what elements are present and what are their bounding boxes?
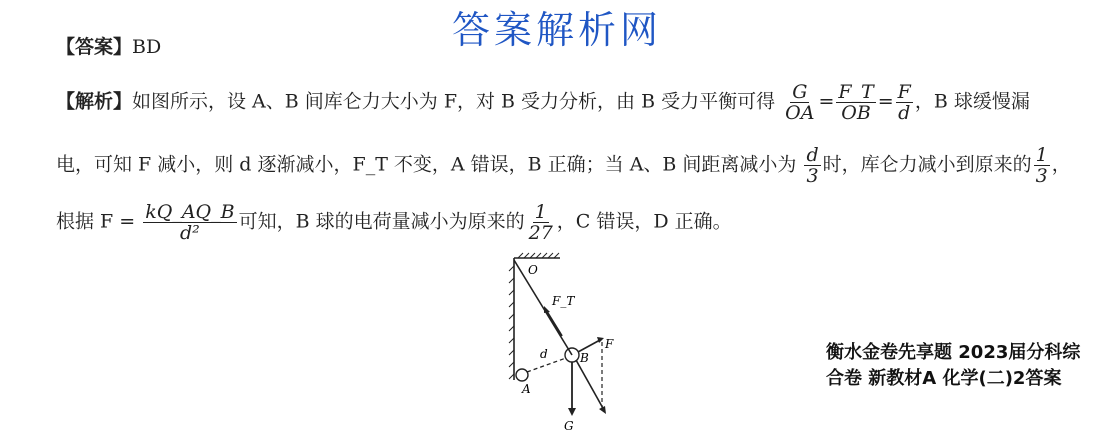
fraction-ft-ob: $\frac{F\_T}{OB}$: [838, 81, 874, 124]
gravity-arrowhead: [568, 408, 576, 416]
fraction-d-3: $\frac{d}{3}$: [806, 144, 819, 187]
tension-arrowhead: [544, 306, 550, 313]
fraction-1-3: $\frac{1}{3}$: [1035, 144, 1048, 187]
label-o: O: [528, 263, 538, 277]
force-diagram: [500, 250, 630, 435]
tension-arrow: [546, 310, 562, 336]
analysis-line1-pre: 如图所示，设 A、B 间库仑力大小为 F，对 B 受力分析，由 B 受力平衡可得: [132, 90, 776, 113]
analysis-line-2: [56, 145, 1071, 186]
ball-a: [516, 369, 528, 381]
answer-value: BD: [132, 36, 162, 58]
analysis-line1-post: ，B 球缓慢漏: [914, 90, 1030, 113]
analysis-line2-mid: 时，库仑力减小到原来的: [822, 153, 1032, 176]
fraction-f-d: $\frac{F}{d}$: [897, 81, 911, 124]
resultant-arrow: [576, 360, 604, 410]
analysis-line-3: [56, 202, 732, 243]
fraction-g-oa: $\frac{G}{OA}$: [785, 81, 815, 124]
analysis-line2-pre: 电，可知 F 减小，则 d 逐渐减小，F_T 不变，A 错误，B 正确；当 A、B 间距离减小为: [56, 153, 797, 176]
analysis-line-1: 【解析】如图所示，设 A、B 间库仑力大小为 F，对 B 受力分析，由 B 受力平衡可得 $\frac{G}{OA}$ = $\frac{F\_T}{OB}$ = $\frac{F}{d}$ ，B 球缓慢漏: [56, 81, 1030, 124]
label-g: G: [564, 419, 574, 433]
coulomb-force-arrowhead: [597, 337, 604, 343]
analysis-tag: 【解析】: [56, 90, 133, 113]
label-b: B: [580, 351, 589, 365]
answer-line: [56, 34, 161, 60]
label-f: F: [605, 337, 614, 351]
analysis-line3-pre: 根据 F =: [56, 210, 136, 233]
label-ft: F_T: [552, 294, 575, 308]
answer-tag: 【答案】: [56, 36, 133, 58]
label-a: A: [522, 382, 531, 396]
analysis-line2-post: ，: [1051, 153, 1071, 176]
fraction-coulomb: $\frac{kQ\_AQ\_B}{\text{d²}}$: [145, 201, 235, 244]
analysis-line3-post: ，C 错误，D 正确。: [556, 210, 732, 233]
fraction-1-27: $\frac{1}{27}$: [528, 201, 553, 244]
side-note: 衡水金卷先享题 2023届分科综合卷 新教材A 化学(二)2答案: [826, 342, 1081, 389]
site-title: 答案解析网: [452, 8, 663, 52]
label-d: d: [540, 347, 548, 361]
analysis-line3-mid: 可知，B 球的电荷量减小为原来的: [238, 210, 525, 233]
